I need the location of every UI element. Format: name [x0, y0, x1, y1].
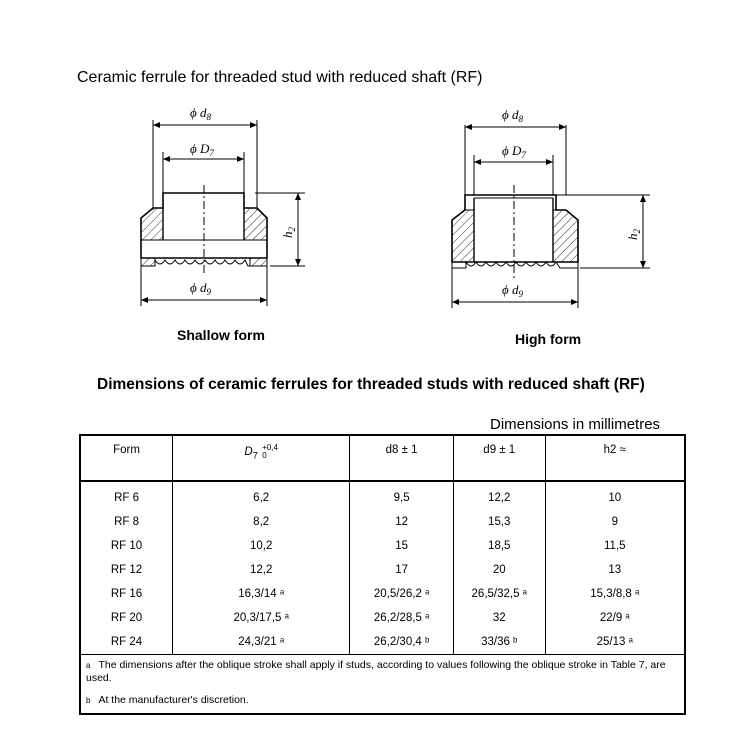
units-note: Dimensions in millimetres — [490, 416, 661, 433]
figure-heading: Ceramic ferrule for threaded stud with reduced shaft (RF) — [77, 69, 483, 86]
cell-h2: 25/13 ᵃ — [545, 630, 684, 654]
table-row — [81, 630, 684, 654]
high-h2-label: $h_2$ — [625, 229, 642, 240]
cell-d9: 12,2 — [453, 481, 545, 510]
cell-D7: 6,2 — [173, 481, 350, 510]
cell-d8: 26,2/28,5 ᵃ — [350, 606, 454, 630]
shallow-d9-label: ϕ $d_9$ — [190, 280, 211, 297]
cell-D7: 24,3/21 ᵃ — [173, 630, 350, 654]
cell-d8: 15 — [350, 534, 454, 558]
cell-d9: 32 — [453, 606, 545, 630]
header-form: Form — [81, 436, 173, 481]
high-d8-label: ϕ $d_8$ — [502, 107, 523, 124]
cell-d8: 12 — [350, 510, 454, 534]
cell-h2: 9 — [545, 510, 684, 534]
cell-D7: 20,3/17,5 ᵃ — [173, 606, 350, 630]
cell-d9: 20 — [453, 558, 545, 582]
high-form-caption: High form — [515, 331, 582, 347]
cell-D7: 8,2 — [173, 510, 350, 534]
cell-D7: 10,2 — [173, 534, 350, 558]
cell-d8: 20,5/26,2 ᵃ — [350, 582, 454, 606]
cell-h2: 11,5 — [545, 534, 684, 558]
shallow-h2-label: $h_2$ — [280, 227, 297, 238]
dimensions-table — [79, 434, 686, 715]
table-footnotes — [81, 654, 684, 713]
cell-h2: 13 — [545, 558, 684, 582]
cell-d8: 9,5 — [350, 481, 454, 510]
cell-form: RF 16 — [110, 588, 143, 600]
header-D7: $D_7 +0,4$ 0 — [173, 436, 350, 481]
cell-h2: 15,3/8,8 ᵃ — [545, 582, 684, 606]
header-d9: d9 ± 1 — [453, 436, 545, 481]
cell-h2: 22/9 ᵃ — [545, 606, 684, 630]
table-row — [81, 534, 684, 558]
table-row — [81, 558, 684, 582]
cell-d8: 17 — [350, 558, 454, 582]
table-row — [81, 510, 684, 534]
footnote-a: $^a$ The dimensions after the oblique stroke shall apply if studs, according to values following the oblique stroke in Table 7, are used. — [86, 659, 666, 684]
cell-form: RF 24 — [110, 636, 143, 648]
high-d9-label: ϕ $d_9$ — [502, 282, 523, 299]
table-row — [81, 582, 684, 606]
table-row — [81, 606, 684, 630]
cell-d9: 26,5/32,5 ᵃ — [453, 582, 545, 606]
shallow-form-drawing — [141, 120, 305, 306]
header-h2: h2 ≈ — [545, 436, 684, 481]
shallow-D7-label: ϕ $D_7$ — [190, 141, 214, 158]
footnote-b: $^b$ At the manufacturer's discretion. — [86, 694, 249, 706]
table-row — [81, 481, 684, 510]
high-form-drawing — [452, 125, 650, 308]
table-title: Dimensions of ceramic ferrules for threaded studs with reduced shaft (RF) — [97, 376, 645, 393]
cell-d9: 33/36 ᵇ — [453, 630, 545, 654]
shallow-d8-label: ϕ $d_8$ — [190, 105, 211, 122]
header-d8: d8 ± 1 — [350, 436, 454, 481]
table-header-row — [81, 436, 684, 481]
shallow-form-caption: Shallow form — [177, 327, 265, 343]
cell-form: RF 10 — [110, 540, 143, 552]
cell-d8: 26,2/30,4 ᵇ — [350, 630, 454, 654]
cell-d9: 15,3 — [453, 510, 545, 534]
cell-d9: 18,5 — [453, 534, 545, 558]
cell-form: RF 12 — [110, 564, 143, 576]
high-D7-label: ϕ $D_7$ — [502, 143, 526, 160]
cell-form: RF 20 — [110, 612, 143, 624]
cell-form: RF 8 — [114, 516, 139, 528]
cell-D7: 12,2 — [173, 558, 350, 582]
cell-form: RF 6 — [114, 492, 139, 504]
cell-h2: 10 — [545, 481, 684, 510]
cell-D7: 16,3/14 ᵃ — [173, 582, 350, 606]
